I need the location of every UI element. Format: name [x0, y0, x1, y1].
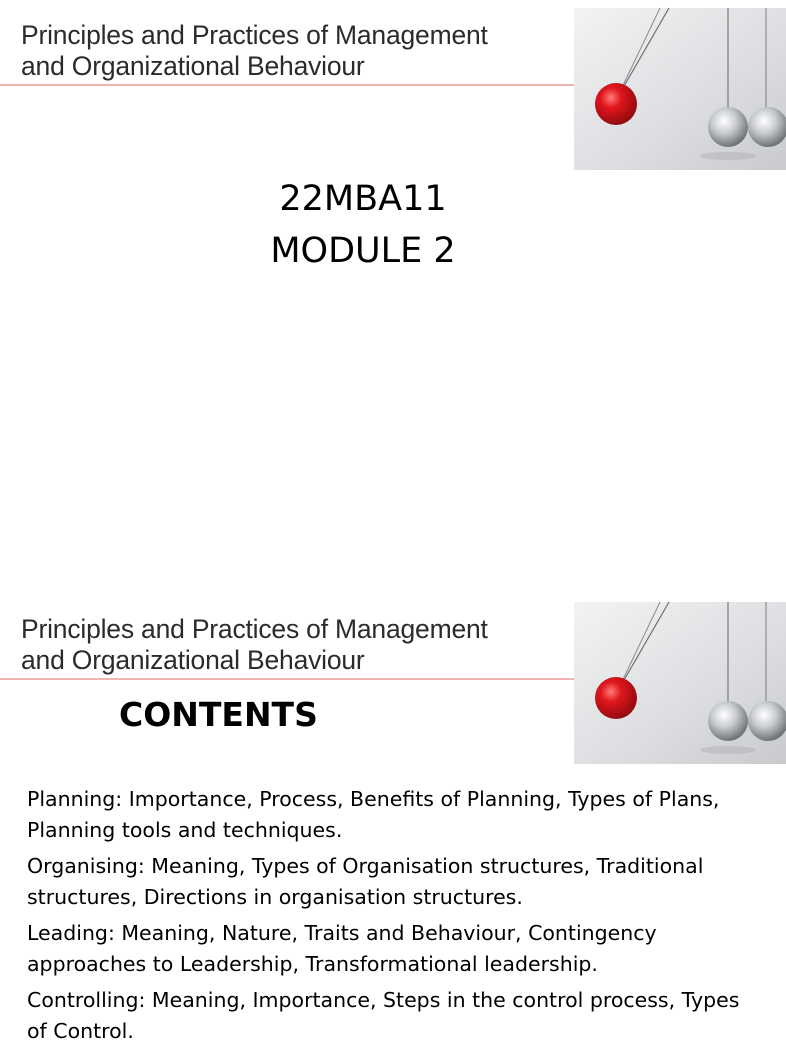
contents-item-organising: Organising: Meaning, Types of Organisation structures, Traditional structures, Directions in organisation structures.: [27, 854, 704, 909]
newtons-cradle-icon: [574, 8, 786, 170]
header-title-line1: Principles and Practices of Management: [21, 614, 488, 644]
contents-heading: CONTENTS: [119, 695, 318, 734]
module-title: MODULE 2: [270, 231, 456, 271]
contents-list: [27, 784, 762, 1052]
course-code: 22MBA11: [279, 179, 447, 219]
contents-slide: [0, 594, 768, 1043]
header-divider: [0, 84, 600, 86]
header-title-line1: Principles and Practices of Management: [21, 20, 488, 50]
contents-item-controlling: Controlling: Meaning, Importance, Steps in the control process, Types of Control.: [27, 988, 740, 1043]
newtons-cradle-image: [574, 8, 786, 170]
newtons-cradle-image: [574, 602, 786, 764]
contents-item-planning: Planning: Importance, Process, Benefits of Planning, Types of Plans, Planning tools and techniques.: [27, 787, 720, 842]
header-title-line2: and Organizational Behaviour: [21, 645, 365, 675]
newtons-cradle-icon: [574, 602, 786, 764]
slide-header-title: [21, 614, 488, 676]
slide-header-title: [21, 20, 488, 82]
contents-item-leading: Leading: Meaning, Nature, Traits and Behaviour, Contingency approaches to Leadership, Transformational leadership.: [27, 921, 657, 976]
header-title-line2: and Organizational Behaviour: [21, 51, 365, 81]
header-divider: [0, 678, 600, 680]
